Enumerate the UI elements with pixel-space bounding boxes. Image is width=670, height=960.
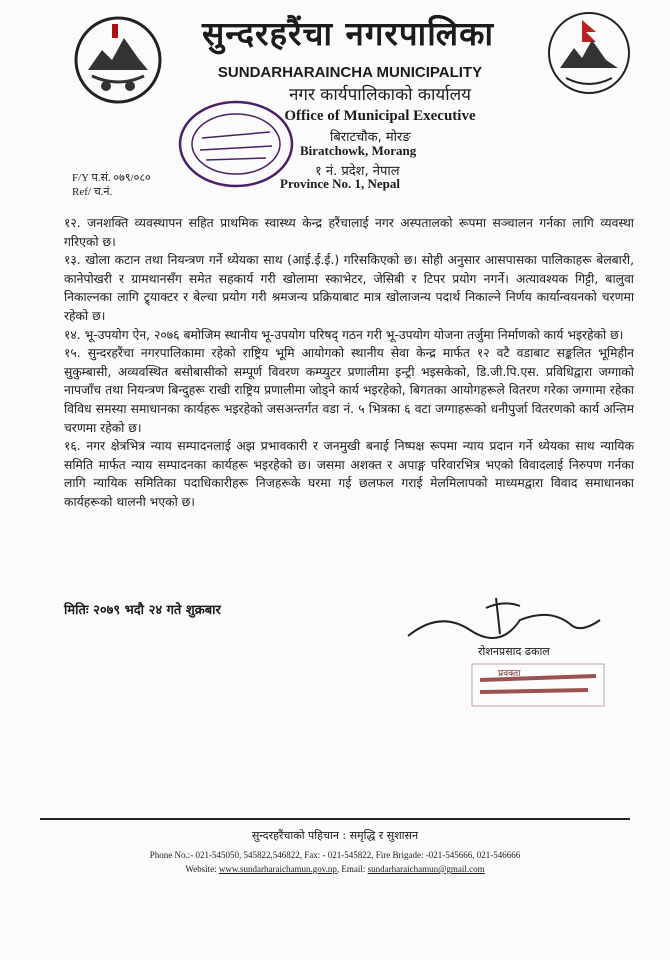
paragraph-12: १२. जनशक्ति व्यवस्थापन सहित प्राथमिक स्वास्थ्य केन्द्र हरैंचालाई नगर अस्पतालको रूपमा सञ्चालन गर्नका लागि व्यवस्था गरिएको छ।	[64, 216, 634, 249]
email-label: , Email:	[336, 864, 368, 874]
province-nepali: १ नं. प्रदेश, नेपाल	[315, 164, 400, 179]
letter-body	[64, 214, 634, 512]
footer-web-email	[40, 864, 630, 874]
office-title-english: Office of Municipal Executive	[284, 108, 476, 124]
footer-slogan: सुन्दरहरैंचाको पहिचान : समृद्धि र सुशासन	[251, 829, 419, 842]
reference-number: Ref/ च.नं.	[72, 186, 113, 198]
paragraph-13: १३. खोला कटान तथा नियन्त्रण गर्ने ध्येयका साथ (आई.ई.ई.) गरिसकिएको छ। सोही अनुसार आसपासका पालिकाहरू बेलबारी, कानेपोखरी र ग्रामथानसँग समेत सहकार्य गरी खोलामा स्काभेटर, जेसिबी र टिपर प्रयोग नगर्ने। अत्यावश्यक गिट्टी, बालुवा निकाल्नका लागि ट्र्याक्टर र बेल्चा प्रयोग गरी श्रमजन्य प्रक्रियाबाट मात्र खोलाजन्य पदार्थ निकाल्ने निर्णय कार्यान्वयनको चरणमा रहेको छ।	[64, 253, 634, 323]
municipality-title-english: SUNDARHARAINCHA MUNICIPALITY	[217, 64, 483, 81]
spokesperson-stamp	[468, 660, 608, 710]
website-label: Website:	[185, 864, 219, 874]
email-link[interactable]: sundarharaichamun@gmail.com	[367, 864, 485, 874]
office-title-nepali: नगर कार्यपालिकाको कार्यालय	[288, 85, 472, 105]
paragraph-16: १६. नगर क्षेत्रभित्र न्याय सम्पादनलाई अझ प्रभावकारी र जनमुखी बनाई निष्पक्ष रूपमा न्याय प्रदान गर्ने ध्येयका साथ न्यायिक समिति मार्फत न्याय सम्पादनका कार्यहरू भइरहेको छ। जसमा अशक्त र अपाङ्ग परिवारभित्र भएको विवादलाई निरुपण गर्नका लागि न्यायिक समितिका पदाधिकारीहरू निजहरूके घरमा गई छलफल गराई मेलमिलापको माध्यमद्वारा विवाद समाधानका कार्यहरूको थालनी भएको छ।	[64, 439, 634, 509]
signatory-name: रोशनप्रसाद ढकाल	[478, 645, 550, 658]
signatory-title: प्रवक्ता	[498, 669, 521, 679]
website-link[interactable]: www.sundarharaichamun.gov.np	[218, 864, 337, 874]
fiscal-year: F/Y प.सं. ०७९/०८०	[72, 172, 151, 184]
office-stamp	[176, 98, 296, 190]
paragraph-15: १५. सुन्दरहरैंचा नगरपालिकामा रहेको राष्ट्रिय भूमि आयोगको स्थानीय सेवा केन्द्र मार्फत १२ वटै वडाबाट सङ्कलित भूमिहीन सुकुम्बासी, अव्यवस्थित बसोबासीको सम्पूर्ण विवरण कम्प्युटर प्रणालीमा इन्ट्री भइसकेको, डि.जी.पि.एस. प्रविधिद्वारा जग्गाको नापजाँच तथा नियन्त्रण बिन्दुहरू राखी राष्ट्रिय प्रणालीमा जोड्ने कार्य भइरहेको, बिगतका आयोगहरूले वितरण गरेका जग्गामा रहेका विविध समस्या समाधानका कार्यहरू भइरहेको जसअन्तर्गत वडा नं. ५ भित्रका ६ वटा जग्गाहरूको धनीपुर्जा वितरणको कार्य अन्तिम चरणमा रहेको छ।	[64, 346, 634, 435]
address-nepali: बिराटचौक, मोरङ	[330, 130, 411, 145]
paragraph-14: १४. भू-उपयोग ऐन, २०७६ बमोजिम स्थानीय भू-उपयोग परिषद् गठन गरी भू-उपयोग योजना तर्जुमा निर्माणको कार्य भइरहेको छ।	[64, 327, 624, 342]
municipality-title-nepali: सुन्दरहरैंचा नगरपालिका	[201, 14, 495, 53]
address-english: Biratchowk, Morang	[300, 143, 417, 158]
municipality-logo	[546, 10, 632, 96]
nepal-emblem-logo	[72, 14, 164, 106]
handwritten-signature	[400, 590, 610, 650]
footer-divider	[40, 818, 630, 820]
footer-contact-phone: Phone No.:- 021-545050, 545822,546822, Fax: - 021-545822, Fire Brigade: -021-545666, 021-546666	[149, 850, 521, 860]
letter-date: मितिः २०७९ भदौ २४ गते शुक्रबार	[64, 603, 221, 618]
province-english: Province No. 1, Nepal	[280, 176, 400, 191]
